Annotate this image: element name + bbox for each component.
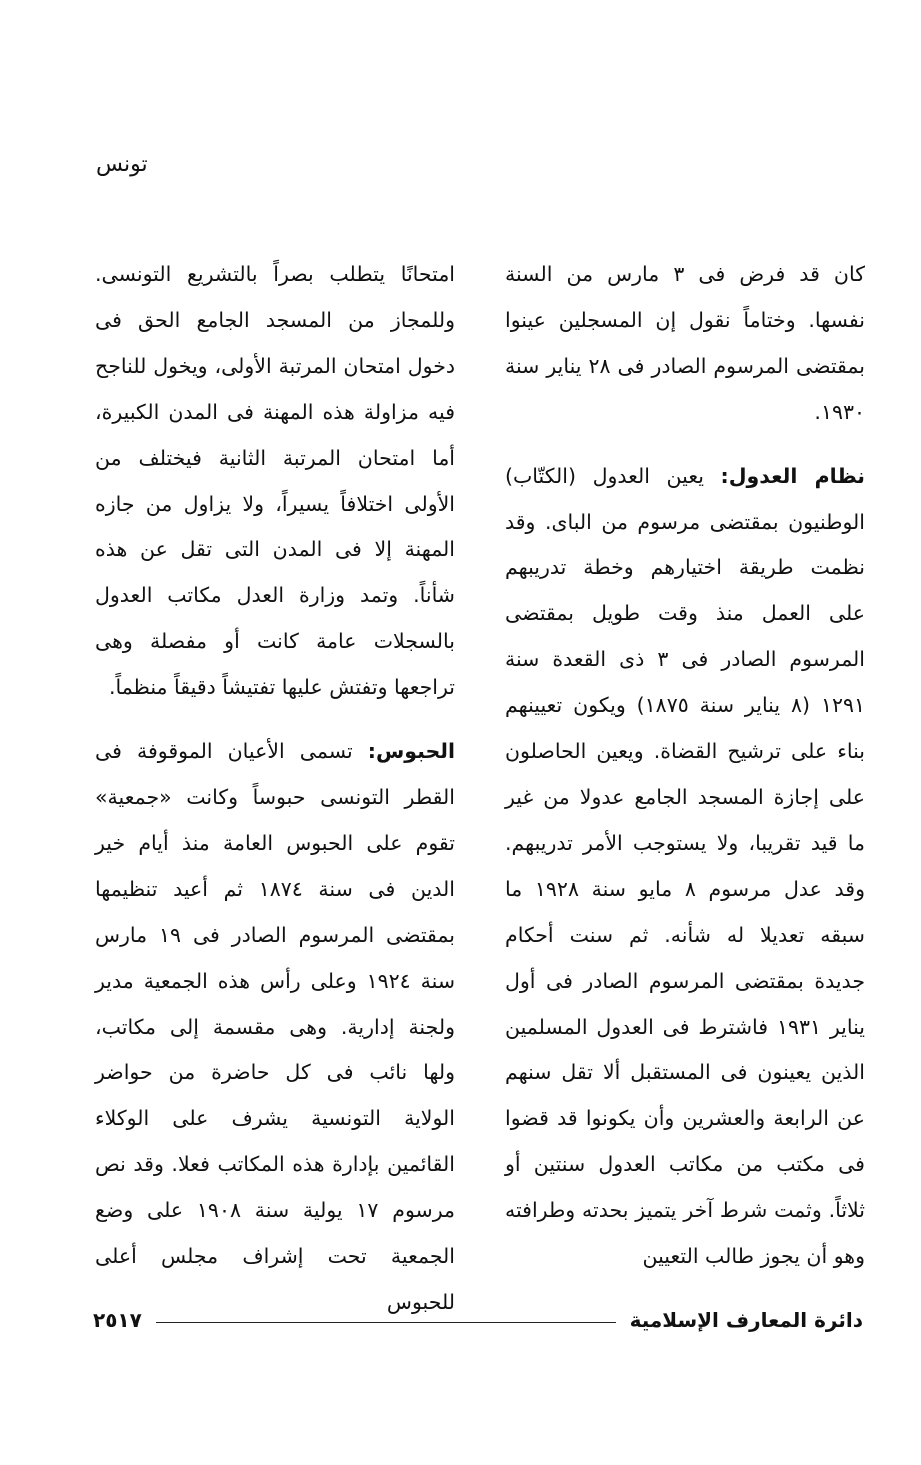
paragraph-text: تسمى الأعيان الموقوفة فى القطر التونسى حبوساً وكانت «جمعية» تقوم على الحبوس العامة منذ أيام خير الدين فى سنة ١٨٧٤ ثم أعيد تنظيمها بمقتضى المرسوم الصادر فى ١٩ مارس سنة ١٩٢٤ وعلى رأس هذه الجمعية مدير ولجنة إدارية. وهى مقسمة إلى مكاتب، ولها نائب فى كل حاضرة من حواضر الولاية التونسية يشرف على الوكلاء القائمين بإدارة هذه المكاتب فعلا. وقد نص مرسوم ١٧ يولية سنة ١٩٠٨ على وضع الجمعية تحت إشراف مجلس أعلى للحبوس bbox=[95, 739, 455, 1314]
section-term-habous: الحبوس: bbox=[367, 739, 455, 764]
paragraph-text: امتحانًا يتطلب بصراً بالتشريع التونسى. وللمجاز من المسجد الجامع الحق فى دخول امتحان المرتبة الأولى، ويخول للناجح فيه مزاولة هذه المهنة فى المدن الكبيرة، أما امتحان المرتبة الثانية فيختلف من الأولى اختلافاً يسيراً، ولا يزاول من جازه المهنة إلا فى المدن التى تقل عن هذه شأناً. وتمد وزارة العدل مكاتب العدول بالسجلات عامة كانت أو مفصلة وهى تراجعها وتفتش عليها تفتيشاً دقيقاً منظماً. bbox=[95, 262, 455, 700]
paragraph-exams bbox=[95, 252, 455, 711]
text-column-left bbox=[95, 252, 455, 1326]
paragraph-habous bbox=[95, 729, 455, 1326]
footer-title: دائرة المعارف الإسلامية bbox=[629, 1308, 863, 1332]
section-term-notaries: نظام العدول: bbox=[720, 463, 865, 488]
running-head: تونس bbox=[96, 152, 148, 177]
paragraph-text: كان قد فرض فى ٣ مارس من السنة نفسها. وختاماً نقول إن المسجلين عينوا بمقتضى المرسوم الصادر فى ٢٨ يناير سنة ١٩٣٠. bbox=[505, 262, 865, 424]
page-number: ٢٥١٧ bbox=[93, 1308, 142, 1332]
paragraph-text: يعين العدول (الكتّاب) الوطنيون بمقتضى مرسوم من الباى. وقد نظمت طريقة اختيارهم وخطة تدريبهم على العمل منذ وقت طويل بمقتضى المرسوم الصادر فى ٣ ذى القعدة سنة ١٢٩١ (٨ يناير سنة ١٨٧٥) ويكون تعيينهم بناء على ترشيح القضاة. ويعين الحاصلون على إجازة المسجد الجامع عدولا من غير ما قيد تقريبا، ولا يستوجب الأمر تدريبهم. وقد عدل مرسوم ٨ مايو سنة ١٩٢٨ ما سبقه تعديلا له شأنه. ثم سنت أحكام جديدة بمقتضى المرسوم الصادر فى أول يناير ١٩٣١ فاشترط فى العدول المسلمين الذين يعينون فى المستقبل ألا تقل سنهم عن الرابعة والعشرين وأن يكونوا قد قضوا فى مكتب من مكاتب العدول سنتين أو ثلاثاً. وثمت شرط آخر يتميز بحدته وطرافته وهو أن يجوز طالب التعيين bbox=[505, 463, 866, 1269]
text-column-right bbox=[505, 252, 865, 1280]
page-footer bbox=[93, 1305, 863, 1335]
paragraph-recorders-end bbox=[505, 252, 865, 436]
footer-rule bbox=[156, 1322, 616, 1323]
paragraph-notaries bbox=[505, 454, 865, 1280]
